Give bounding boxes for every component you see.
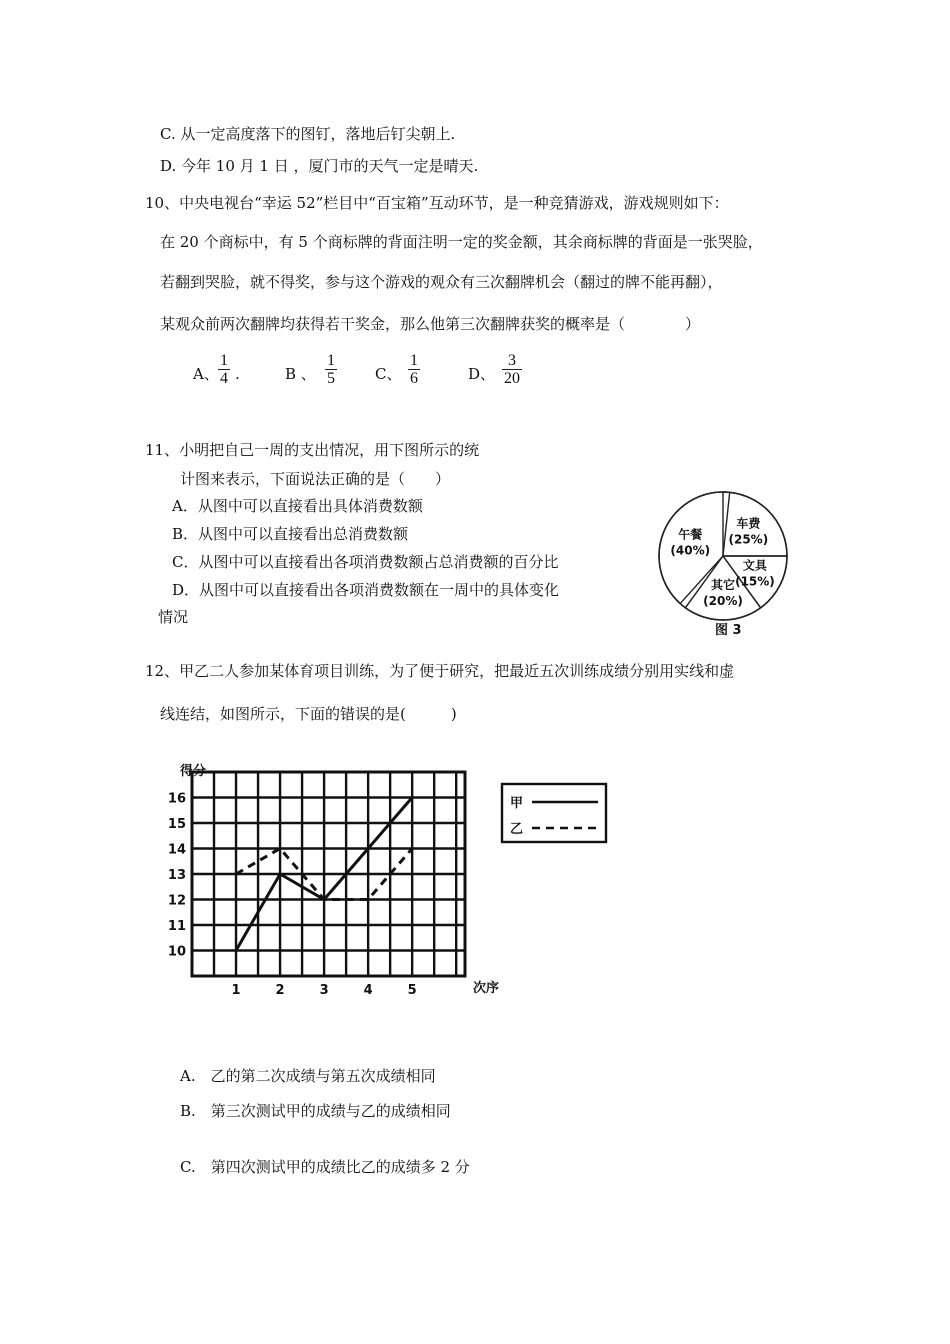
pie-slice-label: 车费 [736, 516, 761, 531]
q11-option-c: C．从图中可以直接看出各项消费数额占总消费额的百分比 [172, 553, 559, 571]
q10-stem-line4: 某观众前两次翻牌均获得若干奖金，那么他第三次翻牌获奖的概率是（ ） [160, 315, 701, 333]
q10-option-a-suffix: . [235, 365, 240, 383]
pie-slice-label: 其它 [710, 577, 736, 592]
y-tick-label: 12 [167, 893, 186, 909]
q10-option-d-label: D、 [468, 365, 496, 383]
x-tick-label: 5 [407, 983, 417, 998]
q10-option-a-label: A、 [193, 365, 219, 383]
data-point [323, 898, 326, 901]
q10-option-c-label: C、 [375, 365, 402, 383]
pie-slice-percent: (20%) [703, 593, 743, 608]
q9-option-d: D. 今年 10 月 1 日 ，厦门市的天气一定是晴天. [160, 157, 479, 175]
q10-stem-line1: 10、中央电视台“幸运 52”栏目中“百宝箱”互动环节，是一种竞猜游戏，游戏规则如下： [145, 194, 729, 212]
data-point [411, 847, 414, 850]
denominator: 5 [327, 370, 335, 387]
numerator: 1 [410, 352, 418, 369]
pie-slice-percent: (40%) [670, 543, 711, 558]
y-tick-label: 14 [167, 842, 186, 858]
data-point [367, 847, 370, 850]
numerator: 1 [327, 352, 335, 369]
denominator: 20 [504, 370, 520, 387]
y-tick-label: 16 [167, 791, 186, 807]
q11-stem-line1: 11、小明把自己一周的支出情况，用下图所示的统 [145, 441, 480, 459]
data-point [235, 873, 238, 876]
data-point [367, 898, 370, 901]
pie-chart [645, 488, 805, 640]
x-axis-label: 次序 [473, 981, 500, 996]
pie-slice-label: 文具 [742, 558, 767, 573]
pie-slice-percent: (15%) [735, 574, 775, 589]
denominator: 6 [410, 370, 418, 387]
y-tick-label: 10 [167, 944, 186, 960]
q11-option-a: A．从图中可以直接看出具体消费数额 [172, 497, 423, 515]
x-tick-label: 1 [231, 983, 241, 998]
y-tick-label: 15 [167, 817, 186, 832]
q10-stem-line2: 在 20 个商标中，有 5 个商标牌的背面注明一定的奖金额，其余商标牌的背面是一张哭脸， [160, 233, 763, 251]
q12-option-c: C. 第四次测试甲的成绩比乙的成绩多 2 分 [180, 1158, 470, 1176]
q12-stem-line2: 线连结，如图所示，下面的错误的是( ) [160, 705, 457, 723]
data-point [279, 873, 282, 876]
x-tick-label: 4 [363, 983, 373, 998]
x-tick-label: 2 [275, 983, 285, 998]
legend-label: 甲 [510, 796, 524, 811]
pie-slice-percent: (25%) [728, 532, 769, 547]
q11-option-d: D．从图中可以直接看出各项消费数额在一周中的具体变化 [172, 581, 560, 599]
q12-stem-line1: 12、甲乙二人参加某体育项目训练，为了便于研究，把最近五次训练成绩分别用实线和虚 [145, 662, 735, 680]
q12-option-b: B. 第三次测试甲的成绩与乙的成绩相同 [180, 1102, 451, 1120]
line-chart [150, 760, 620, 1005]
y-tick-label: 11 [167, 919, 186, 934]
q11-option-d-cont: 情况 [158, 608, 189, 626]
data-point [235, 949, 238, 952]
q12-option-a: A. 乙的第二次成绩与第五次成绩相同 [180, 1067, 436, 1085]
numerator: 1 [220, 352, 228, 369]
pie-title: 图 3 [715, 623, 742, 638]
q10-stem-line3: 若翻到哭脸，就不得奖，参与这个游戏的观众有三次翻牌机会（翻过的牌不能再翻）， [160, 273, 723, 291]
q10-option-c-fraction [408, 352, 420, 387]
x-tick-label: 3 [319, 983, 329, 998]
pie-slice-label: 午餐 [678, 527, 703, 542]
denominator: 4 [220, 370, 228, 387]
q10-option-d-fraction [502, 352, 522, 387]
q9-option-c: C. 从一定高度落下的图钉，落地后钉尖朝上. [160, 125, 456, 143]
y-tick-label: 13 [167, 868, 186, 883]
legend-label: 乙 [510, 822, 524, 837]
q11-stem-line2: 计图来表示，下面说法正确的是（ ） [180, 470, 451, 488]
q11-option-b: B．从图中可以直接看出总消费数额 [172, 525, 409, 543]
numerator: 3 [508, 352, 516, 369]
q10-option-b-fraction [325, 352, 337, 387]
q10-option-a-fraction [218, 352, 230, 387]
q10-option-b-label: B 、 [285, 365, 316, 383]
data-point [279, 847, 282, 850]
y-axis-label: 得分 [180, 764, 207, 779]
data-point [411, 796, 414, 799]
